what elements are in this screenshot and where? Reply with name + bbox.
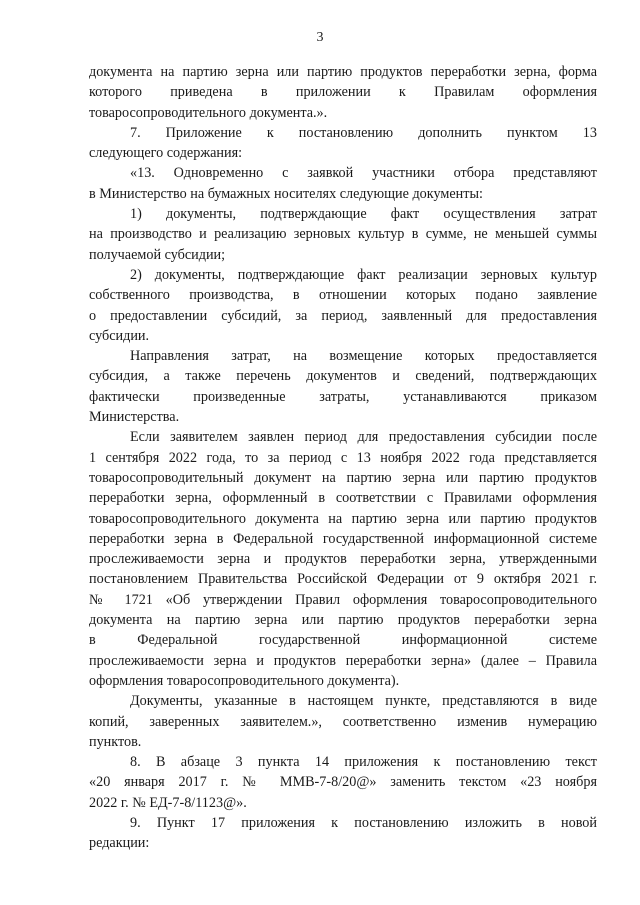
text-line: постановлением Правительства Российской Федерации от 9 октября 2021 г.	[89, 571, 597, 588]
text-line: товаросопроводительного документа.».	[89, 104, 328, 121]
text-line: 1) документы, подтверждающие факт осуществления затрат	[130, 206, 597, 223]
text-line: получаемой субсидии;	[89, 246, 226, 263]
text-line: документа на партию зерна или партию продуктов переработки зерна, форма	[89, 64, 597, 80]
text-line: копий, заверенных заявителем.», соответственно изменив нумерацию	[89, 713, 597, 730]
text-line: 7. Приложение к постановлению дополнить пунктом 13	[130, 124, 597, 141]
text-line: документа на партию зерна или партию продуктов переработки зерна	[89, 612, 597, 629]
text-line: товаросопроводительный документ на партию зерна или партию продуктов	[89, 469, 597, 486]
text-line: на производство и реализацию зерновых культур в сумме, не меньшей суммы	[89, 226, 597, 243]
text-line: № 1721 «Об утверждении Правил оформления товаросопроводительного	[89, 591, 597, 608]
page-number: 3	[316, 30, 324, 45]
text-line: 2) документы, подтверждающие факт реализации зерновых культур	[130, 266, 597, 283]
text-line: в Министерство на бумажных носителях следующие документы:	[89, 185, 483, 202]
document-body	[89, 62, 597, 854]
text-line: о предоставлении субсидий, за период, заявленный для предоставления	[89, 307, 597, 324]
text-line: прослеживаемости зерна и продуктов переработки зерна, утвержденными	[89, 551, 597, 568]
text-line: прослеживаемости зерна и продуктов переработки зерна» (далее – Правила	[89, 652, 597, 669]
text-line: 1 сентября 2022 года, то за период с 13 ноября 2022 года представляется	[89, 449, 597, 466]
text-line: товаросопроводительного документа на партию зерна или партию продуктов	[89, 510, 597, 527]
text-line: собственного производства, в отношении которых подано заявление	[89, 287, 597, 304]
text-line: переработки зерна в Федеральной государственной информационной системе	[89, 530, 597, 547]
text-line: 8. В абзаце 3 пункта 14 приложения к постановлению текст	[130, 754, 597, 771]
text-line: Направления затрат, на возмещение которых предоставляется	[130, 348, 597, 365]
text-line: 2022 г. № ЕД-7-8/1123@».	[89, 794, 247, 811]
text-line: редакции:	[89, 835, 150, 852]
text-line: Министерства.	[89, 409, 180, 426]
text-line: субсидия, а также перечень документов и сведений, подтверждающих	[89, 368, 597, 385]
text-line: следующего содержания:	[89, 145, 243, 162]
text-line: которого приведена в приложении к Правилам оформления	[89, 84, 597, 101]
text-line: переработки зерна, оформленный в соответствии с Правилами оформления	[89, 490, 597, 507]
text-line: «13. Одновременно с заявкой участники отбора представляют	[130, 165, 597, 182]
text-line: пунктов.	[89, 733, 142, 750]
text-line: «20 января 2017 г. № ММВ-7-8/20@» заменить текстом «23 ноября	[89, 774, 597, 791]
text-line: Если заявителем заявлен период для предоставления субсидии после	[130, 429, 597, 446]
text-line: оформления товаросопроводительного документа).	[89, 672, 400, 689]
text-line: Документы, указанные в настоящем пункте, представляются в виде	[130, 693, 597, 710]
text-line: фактически произведенные затраты, устанавливаются приказом	[89, 388, 597, 405]
text-line: субсидии.	[89, 327, 150, 344]
text-line: в Федеральной государственной информационной системе	[89, 632, 597, 649]
text-line: 9. Пункт 17 приложения к постановлению изложить в новой	[130, 814, 597, 831]
